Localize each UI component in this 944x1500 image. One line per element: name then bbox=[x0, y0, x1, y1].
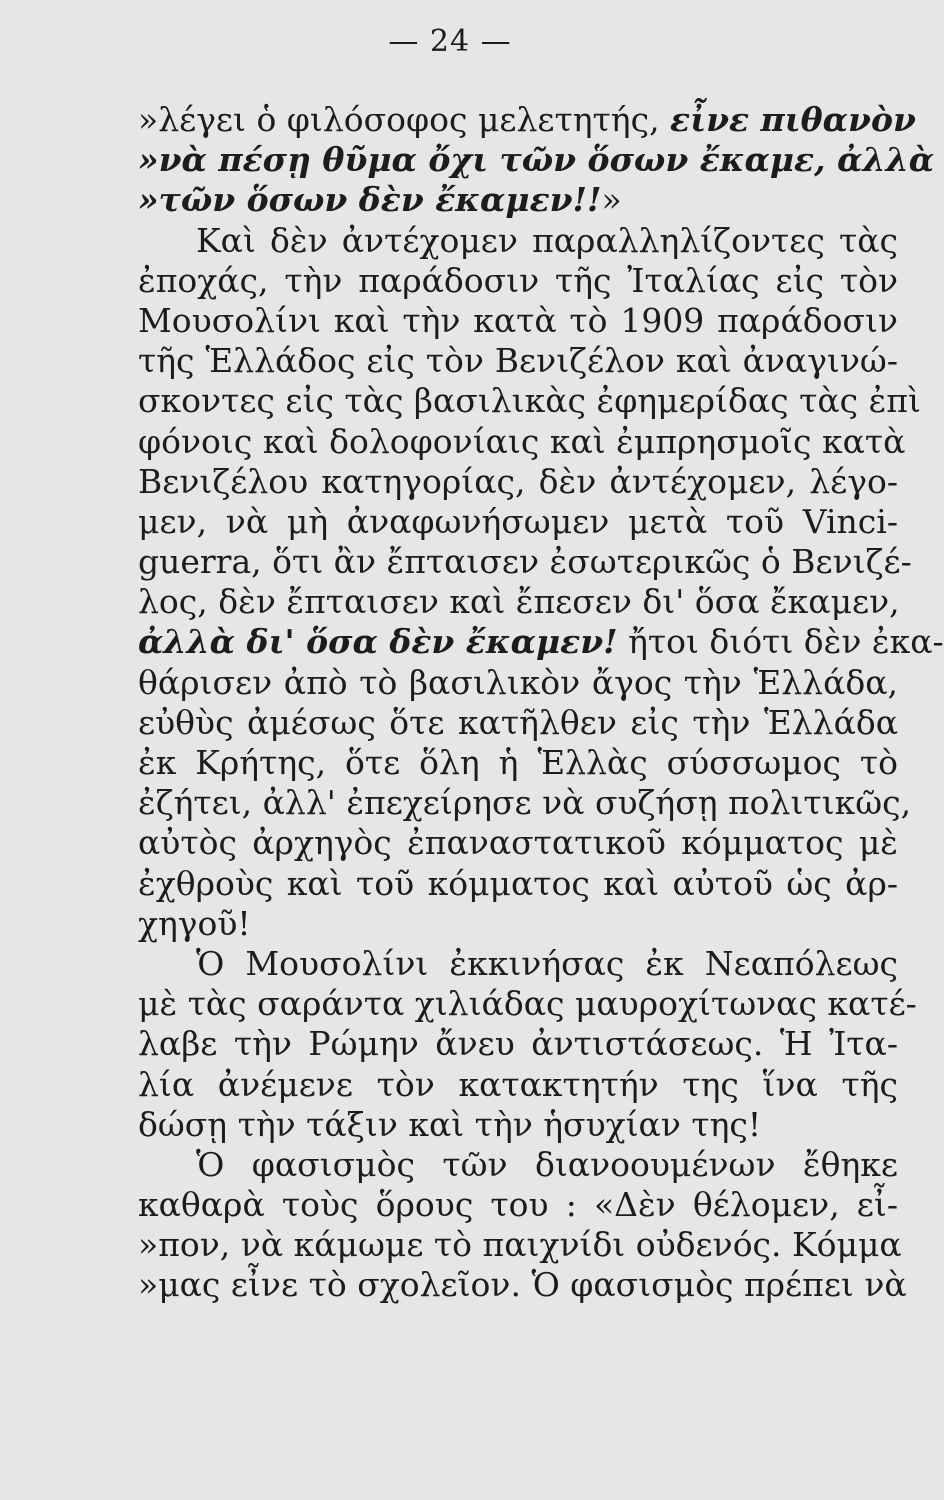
text-span: Ὁ Μουσολίνι ἐκκινήσας ἐκ Νεαπόλεως bbox=[196, 943, 898, 983]
text-span: θάρισεν ἀπὸ τὸ βασιλικὸν ἄγος τὴν Ἑλλάδα, bbox=[138, 662, 898, 702]
page-number: — 24 — bbox=[388, 24, 512, 59]
emphasis-text: »τῶν ὅσων δὲν ἔκαμεν!! bbox=[138, 180, 602, 220]
text-span: δώσῃ τὴν τάξιν καὶ τὴν ἡσυχίαν της! bbox=[138, 1104, 762, 1144]
text-line bbox=[138, 582, 898, 622]
text-span: αὐτὸς ἀρχηγὸς ἐπαναστατικοῦ κόμματος μὲ bbox=[138, 823, 898, 863]
text-line bbox=[138, 341, 898, 381]
text-span: μὲ τὰς σαράντα χιλιάδας μαυροχίτωνας κατέ- bbox=[138, 984, 917, 1024]
text-line bbox=[138, 542, 912, 582]
text-line bbox=[138, 1185, 898, 1225]
text-span: Καὶ δὲν ἀντέχομεν παραλληλίζοντες τὰς bbox=[196, 220, 898, 260]
emphasis-text: ἀλλὰ δι' ὅσα δὲν ἔκαμεν! bbox=[138, 622, 618, 662]
text-span: εὐθὺς ἀμέσως ὅτε κατῆλθεν εἰς τὴν Ἑλλάδα bbox=[138, 702, 898, 742]
text-line bbox=[138, 864, 898, 904]
text-line bbox=[138, 301, 898, 341]
text-line bbox=[138, 1105, 898, 1145]
text-line bbox=[138, 261, 898, 301]
text-line bbox=[138, 140, 935, 180]
text-line bbox=[138, 663, 898, 703]
text-span: μεν, νὰ μὴ ἀναφωνήσωμεν μετὰ τοῦ Vinci- bbox=[138, 501, 898, 541]
text-span: »πον, νὰ κάμωμε τὸ παιχνίδι οὐδενός. Κόμμα bbox=[138, 1225, 902, 1265]
text-span: Βενιζέλου κατηγορίας, δὲν ἀντέχομεν, λέγο- bbox=[138, 461, 898, 501]
text-span: λος, δὲν ἔπταισεν καὶ ἔπεσεν δι' ὅσα ἔκαμεν, bbox=[138, 582, 900, 622]
text-span: ἐκ Κρήτης, ὅτε ὅλη ἡ Ἑλλὰς σύσσωμος τὸ bbox=[138, 743, 898, 782]
text-span: χηγοῦ! bbox=[138, 903, 251, 943]
text-span: »μας εἶνε τὸ σχολεῖον. Ὁ φασισμὸς πρέπει νὰ bbox=[138, 1265, 907, 1305]
text-line bbox=[138, 1065, 898, 1105]
text-span: guerra, ὅτι ἂν ἔπταισεν ἐσωτερικῶς ὁ Βενιζέ- bbox=[138, 542, 912, 582]
text-span: Ὁ φασισμὸς τῶν διανοουμένων ἔθηκε bbox=[196, 1144, 898, 1184]
body-text bbox=[138, 100, 944, 1306]
text-line bbox=[138, 221, 898, 261]
text-line bbox=[138, 783, 912, 823]
text-span: καθαρὰ τοὺς ὅρους του : «Δὲν θέλομεν, εἶ- bbox=[138, 1185, 898, 1225]
text-span: » bbox=[601, 180, 622, 220]
text-line bbox=[138, 984, 917, 1024]
text-span: ἐζήτει, ἀλλ' ἐπεχείρησε νὰ συζήσῃ πολιτικῶς, bbox=[138, 783, 912, 823]
text-span: σκοντες εἰς τὰς βασιλικὰς ἐφημερίδας τὰς ἐπὶ bbox=[138, 381, 921, 421]
text-span: ἐποχάς, τὴν παράδοσιν τῆς Ἰταλίας εἰς τὸν bbox=[138, 260, 898, 300]
text-span: Μουσολίνι καὶ τὴν κατὰ τὸ 1909 παράδοσιν bbox=[138, 300, 898, 340]
emphasis-text: »νὰ πέσῃ θῦμα ὄχι τῶν ὅσων ἔκαμε, ἀλλὰ bbox=[138, 140, 935, 180]
text-span: τῆς Ἑλλάδος εἰς τὸν Βενιζέλον καὶ ἀναγινώ- bbox=[138, 341, 898, 381]
text-line bbox=[138, 421, 906, 462]
text-line bbox=[138, 462, 898, 502]
text-line bbox=[138, 743, 898, 783]
text-line bbox=[138, 944, 898, 984]
emphasis-text: εἶνε πιθανὸν bbox=[670, 100, 916, 139]
text-line bbox=[138, 381, 921, 421]
text-span: ἤτοι διότι δὲν ἐκα- bbox=[617, 622, 944, 662]
text-line bbox=[138, 904, 898, 944]
text-line bbox=[138, 100, 916, 140]
text-line bbox=[138, 180, 898, 220]
text-line bbox=[138, 1145, 898, 1185]
text-line bbox=[138, 502, 898, 542]
text-span: λία ἀνέμενε τὸν κατακτητήν της ἵνα τῆς bbox=[138, 1064, 898, 1104]
text-span: λαβε τὴν Ρώμην ἄνευ ἀντιστάσεως. Ἡ Ἰτα- bbox=[138, 1024, 898, 1064]
text-line bbox=[138, 622, 944, 662]
text-span: φόνοις καὶ δολοφονίαις καὶ ἐμπρησμοῖς κατὰ bbox=[138, 421, 906, 461]
text-line bbox=[138, 1265, 907, 1305]
text-span: ἐχθροὺς καὶ τοῦ κόμματος καὶ αὐτοῦ ὡς ἀρ- bbox=[138, 863, 898, 903]
text-line bbox=[138, 703, 898, 743]
text-line bbox=[138, 1024, 898, 1064]
text-line bbox=[138, 1225, 902, 1265]
text-line bbox=[138, 823, 898, 863]
text-span: »λέγει ὁ φιλόσοφος μελετητής, bbox=[138, 100, 671, 139]
